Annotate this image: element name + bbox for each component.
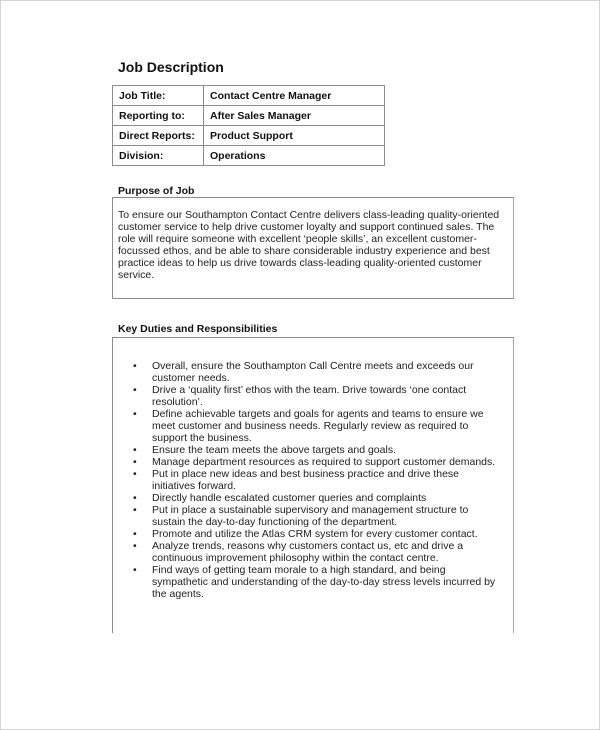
list-item: • Analyze trends, reasons why customers contact us, etc and drive a continuous improvement philosophy within the contact centre. [133,540,464,564]
bullet-icon: • [133,528,137,540]
bullet-icon: • [133,408,137,420]
bullet-icon: • [133,540,137,552]
purpose-text: To ensure our Southampton Contact Centre delivers class-leading quality-oriented customer service to help drive customer loyalty and support continued sales. The role will require someone with excellent ‘people skills’, an excellent customer-focussed ethos, and be able to share considerable industry experience and best practice ideas to help us drive towards class-leading quality-oriented customer service. [118,209,500,281]
document-title: Job Description [118,59,224,75]
bullet-icon: • [133,444,137,456]
bullet-icon: • [133,360,137,372]
reporting-to-label: Reporting to: [113,106,204,126]
table-row [113,106,385,126]
purpose-heading: Purpose of Job [118,185,195,197]
direct-reports-value: Product Support [204,126,385,146]
list-item: • Overall, ensure the Southampton Call Centre meets and exceeds our customer needs. [133,360,474,384]
table-row [113,126,385,146]
job-title-value: Contact Centre Manager [204,86,385,106]
list-item: • Define achievable targets and goals for agents and teams to ensure we meet customer and business needs. Regularly review as required to support the business. [133,408,484,444]
bullet-icon: • [133,456,137,468]
division-label: Division: [113,146,204,166]
bullet-icon: • [133,468,137,480]
table-row [113,86,385,106]
purpose-box [112,197,514,299]
list-item: • Find ways of getting team morale to a high standard, and being sympathetic and understanding of the day-to-day stress levels incurred by the agents. [133,564,496,600]
division-value: Operations [204,146,385,166]
bullet-icon: • [133,384,137,396]
list-item: • Ensure the team meets the above targets and goals. [133,444,396,456]
job-info-table [112,85,385,166]
list-item: • Put in place new ideas and best business practice and drive these initiatives forward. [133,468,460,492]
reporting-to-value: After Sales Manager [204,106,385,126]
list-item: • Put in place a sustainable supervisory and management structure to sustain the day-to-day functioning of the department. [133,504,469,528]
list-item: • Manage department resources as required to support customer demands. [133,456,496,468]
bullet-icon: • [133,504,137,516]
list-item: • Promote and utilize the Atlas CRM system for every customer contact. [133,528,478,540]
bullet-icon: • [133,492,137,504]
table-row [113,146,385,166]
direct-reports-label: Direct Reports: [113,126,204,146]
list-item: • Drive a ‘quality first’ ethos with the team. Drive towards ‘one contact resolution’. [133,384,467,408]
duties-list [113,360,513,600]
job-title-label: Job Title: [113,86,204,106]
duties-heading: Key Duties and Responsibilities [118,323,278,335]
list-item: • Directly handle escalated customer queries and complaints [133,492,427,504]
duties-box [112,337,514,633]
bullet-icon: • [133,564,137,576]
